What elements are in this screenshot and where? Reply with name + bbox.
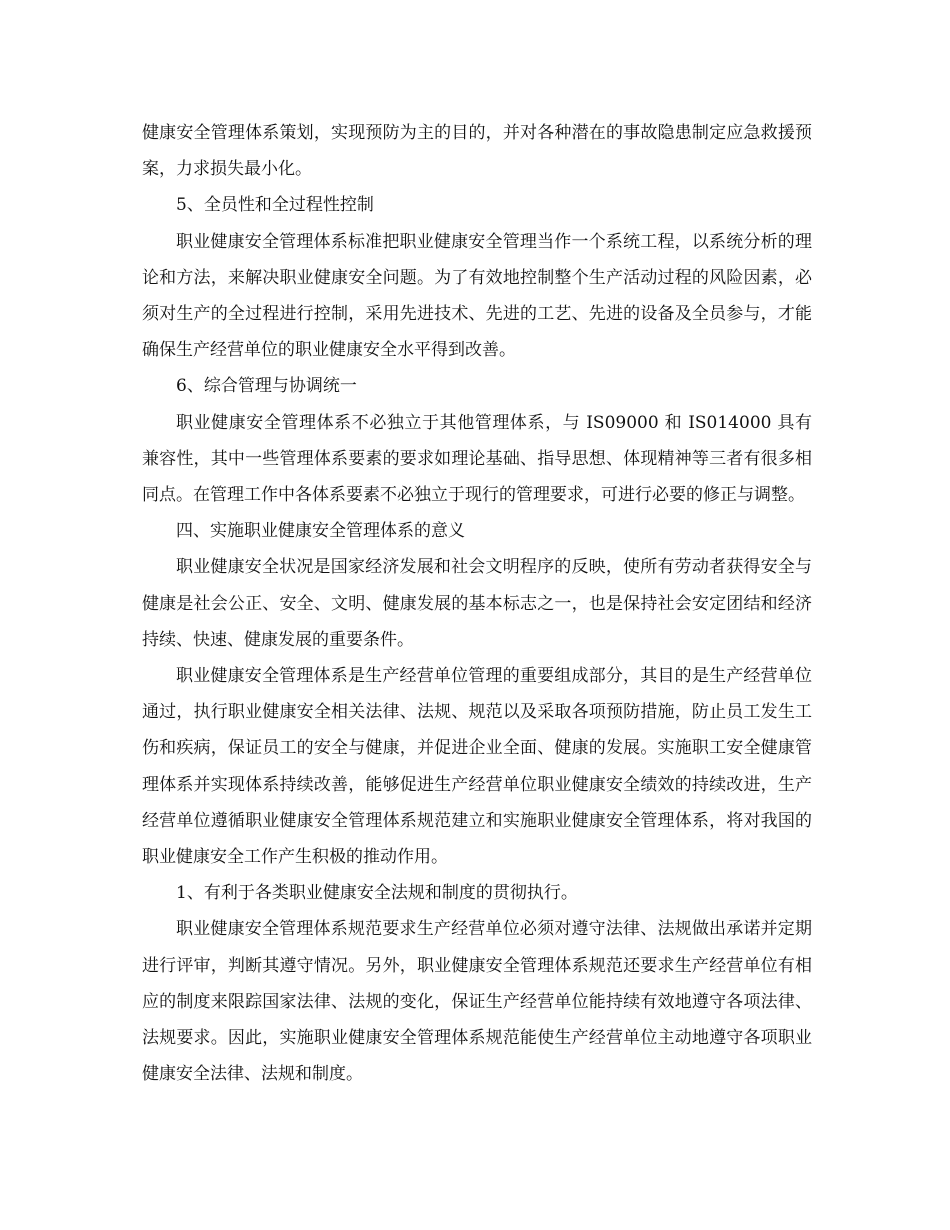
heading-item-6: 6、综合管理与协调统一: [176, 376, 357, 397]
paragraph-management-system-purpose: 职业健康安全管理体系是生产经营单位管理的重要组成部分，其目的是生产经营单位通过，执行职业健康安全相关法律、法规、规范以及采取各项预防措施，防止员工发生工伤和疾病，保证员工的安全与健康，并促进企业全面、健康的发展。实施职工安全健康管理体系并实现体系持续改善，能够促进生产经营单位职业健康安全绩效的持续改进，生产经营单位遵循职业健康安全管理体系规范建立和实施职业健康安全管理体系，将对我国的职业健康安全工作产生积极的推动作用。: [142, 666, 812, 868]
paragraph-legal-compliance: 职业健康安全管理体系规范要求生产经营单位必须对遵守法律、法规做出承诺并定期进行评审，判断其遵守情况。另外，职业健康安全管理体系规范还要求生产经营单位有相应的制度来限踪国家法律、法规的变化，保证生产经营单位能持续有效地遵守各项法律、法规要求。因此，实施职业健康安全管理体系规范能使生产经营单位主动地遵守各项职业健康安全法律、法规和制度。: [142, 919, 812, 1085]
paragraph-continuation: 健康安全管理体系策划，实现预防为主的目的，并对各种潜在的事故隐患制定应急救援预案，力求损失最小化。: [142, 123, 812, 180]
section-heading-4: 四、实施职业健康安全管理体系的意义: [176, 521, 465, 542]
document-body: [142, 115, 812, 1092]
heading-item-1: 1、有利于各类职业健康安全法规和制度的贯彻执行。: [176, 883, 578, 904]
paragraph-national-status: 职业健康安全状况是国家经济发展和社会文明程序的反映，使所有劳动者获得安全与健康是社会公正、安全、文明、健康发展的基本标志之一，也是保持社会安定团结和经济持续、快速、健康发展的重要条件。: [142, 557, 812, 650]
paragraph-compatibility: 职业健康安全管理体系不必独立于其他管理体系，与 IS09000 和 IS014000 具有兼容性，其中一些管理体系要素的要求如理论基础、指导思想、体现精神等三者有很多相同点。在管理工作中各体系要素不必独立于现行的管理要求，可进行必要的修正与调整。: [142, 412, 812, 506]
paragraph-system-engineering: 职业健康安全管理体系标准把职业健康安全管理当作一个系统工程，以系统分析的理论和方法，来解决职业健康安全问题。为了有效地控制整个生产活动过程的风险因素，必须对生产的全过程进行控制，采用先进技术、先进的工艺、先进的设备及全员参与，才能确保生产经营单位的职业健康安全水平得到改善。: [142, 231, 812, 361]
heading-item-5: 5、全员性和全过程性控制: [176, 195, 374, 216]
